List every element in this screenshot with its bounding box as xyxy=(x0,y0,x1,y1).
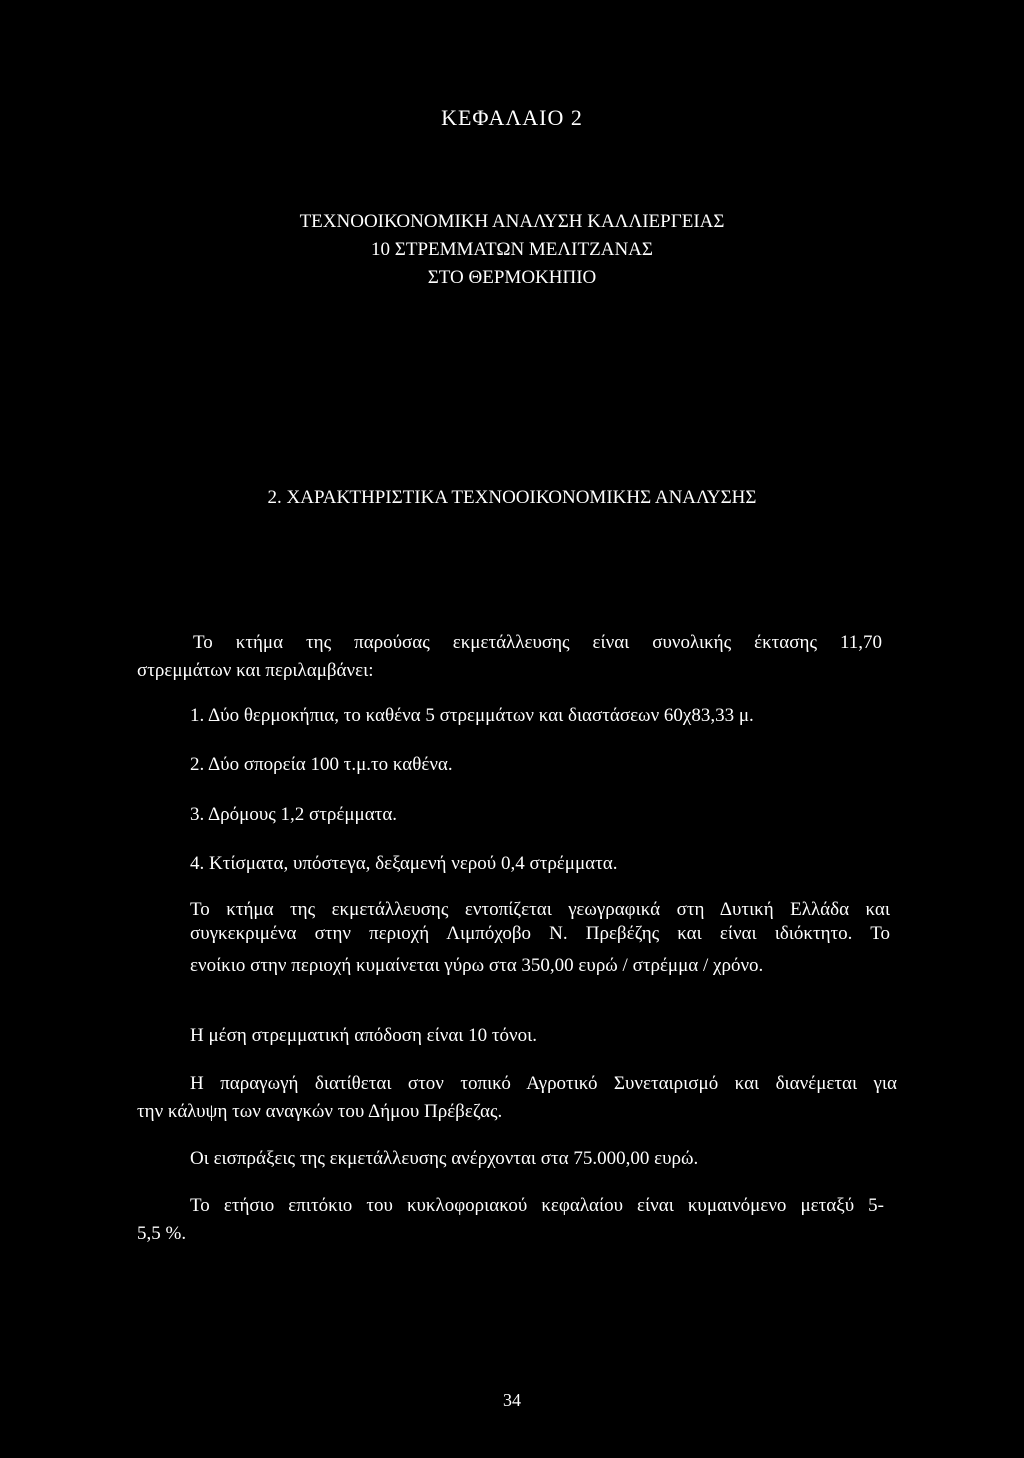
location-line-2: συγκεκριμένα στην περιοχή Λιμπόχοβο Ν. Πρεβέζης και είναι ιδιόκτητο. Το xyxy=(190,923,890,944)
interest-paragraph xyxy=(190,1194,884,1218)
section-heading: 2. ΧΑΡΑΚΤΗΡΙΣΤΙΚΑ ΤΕΧΝΟΟΙΚΟΝΟΜΙΚΗΣ ΑΝΑΛΥΣΗΣ xyxy=(267,487,757,508)
title-line-3: ΣΤΟ ΘΕΡΜΟΚΗΠΙΟ xyxy=(427,267,597,288)
intro-paragraph xyxy=(193,631,882,655)
chapter-heading: ΚΕΦΑΛΑΙΟ 2 xyxy=(441,105,583,130)
location-paragraph xyxy=(190,898,890,946)
page-number: 34 xyxy=(503,1390,521,1410)
yield-text: Η μέση στρεμματική απόδοση είναι 10 τόνοι. xyxy=(190,1025,538,1046)
intro-line-1: Το κτήμα της παρούσας εκμετάλλευσης είναι συνολικής έκτασης 11,70 xyxy=(193,632,882,653)
revenue-text: Οι εισπράξεις της εκμετάλλευσης ανέρχονται στα 75.000,00 ευρώ. xyxy=(190,1148,699,1169)
list-item-2: 2. Δύο σπορεία 100 τ.μ.το καθένα. xyxy=(190,754,453,775)
location-line-1: Το κτήμα της εκμετάλλευσης εντοπίζεται γεωγραφικά στη Δυτική Ελλάδα και xyxy=(190,899,890,920)
list-item-4: 4. Κτίσματα, υπόστεγα, δεξαμενή νερού 0,4 στρέμματα. xyxy=(190,853,618,874)
production-line-1: Η παραγωγή διατίθεται στον τοπικό Αγροτικό Συνεταιρισμό και διανέμεται για xyxy=(190,1073,897,1094)
title-line-1: ΤΕΧΝΟΟΙΚΟΝΟΜΙΚΗ ΑΝΑΛΥΣΗ ΚΑΛΛΙΕΡΓΕΙΑΣ xyxy=(299,211,725,232)
production-line-2: την κάλυψη των αναγκών του Δήμου Πρέβεζας. xyxy=(137,1101,503,1122)
title-line-2: 10 ΣΤΡΕΜΜΑΤΩΝ ΜΕΛΙΤΖΑΝΑΣ xyxy=(371,239,653,260)
interest-line-2: 5,5 %. xyxy=(137,1223,187,1244)
location-line-3: ενοίκιο στην περιοχή κυμαίνεται γύρω στα 350,00 ευρώ / στρέμμα / χρόνο. xyxy=(190,955,764,976)
interest-line-1: Το ετήσιο επιτόκιο του κυκλοφοριακού κεφαλαίου είναι κυμαινόμενο μεταξύ 5- xyxy=(190,1195,884,1216)
list-item-1: 1. Δύο θερμοκήπια, το καθένα 5 στρεμμάτων και διαστάσεων 60χ83,33 μ. xyxy=(190,705,754,726)
intro-line-2: στρεμμάτων και περιλαμβάνει: xyxy=(137,660,374,681)
list-item-3: 3. Δρόμους 1,2 στρέμματα. xyxy=(190,804,398,825)
production-paragraph xyxy=(190,1072,897,1096)
